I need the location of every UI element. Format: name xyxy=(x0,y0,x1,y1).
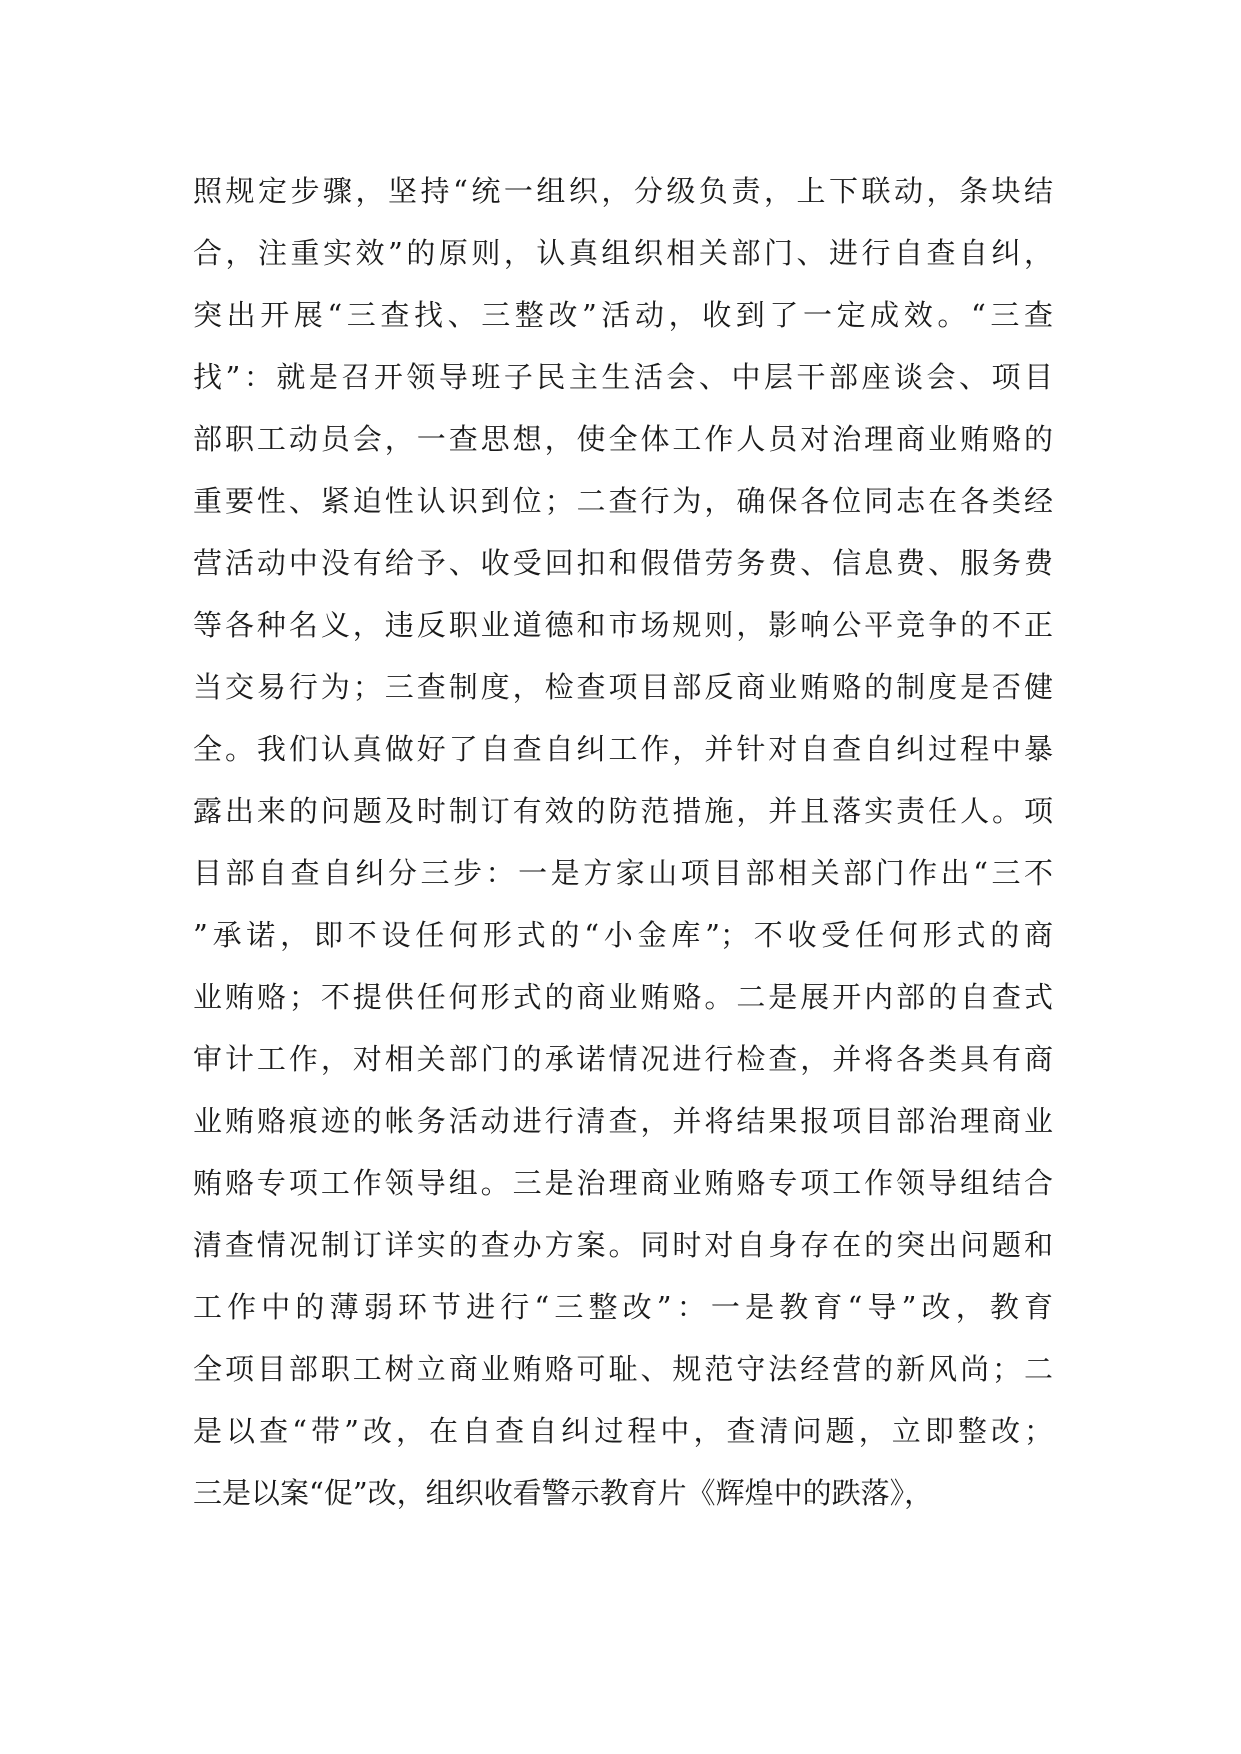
text-line: 业贿赂痕迹的帐务活动进行清查，并将结果报项目部治理商业 xyxy=(193,1104,1053,1138)
text-line: ”承诺，即不设任何形式的“小金库”；不收受任何形式的商 xyxy=(193,918,1053,952)
text-line: 全。我们认真做好了自查自纠工作，并针对自查自纠过程中暴 xyxy=(193,732,1053,766)
text-line: 营活动中没有给予、收受回扣和假借劳务费、信息费、服务费 xyxy=(193,546,1053,580)
text-line: 是以查“带”改，在自查自纠过程中，查清问题，立即整改； xyxy=(193,1414,1053,1448)
text-line: 合，注重实效”的原则，认真组织相关部门、进行自查自纠， xyxy=(193,236,1053,270)
text-line: 贿赂专项工作领导组。三是治理商业贿赂专项工作领导组结合 xyxy=(193,1166,1053,1200)
text-line: 重要性、紧迫性认识到位；二查行为，确保各位同志在各类经 xyxy=(193,484,1053,518)
text-line: 三是以案“促”改，组织收看警示教育片《辉煌中的跌落》， xyxy=(193,1476,934,1510)
text-line: 部职工动员会，一查思想，使全体工作人员对治理商业贿赂的 xyxy=(193,422,1053,456)
text-line: 清查情况制订详实的查办方案。同时对自身存在的突出问题和 xyxy=(193,1228,1053,1262)
text-line: 审计工作，对相关部门的承诺情况进行检查，并将各类具有商 xyxy=(193,1042,1053,1076)
text-line: 当交易行为；三查制度，检查项目部反商业贿赂的制度是否健 xyxy=(193,670,1053,704)
text-line: 目部自查自纠分三步：一是方家山项目部相关部门作出“三不 xyxy=(193,856,1053,890)
text-line: 业贿赂；不提供任何形式的商业贿赂。二是展开内部的自查式 xyxy=(193,980,1053,1014)
text-line: 等各种名义，违反职业道德和市场规则，影响公平竞争的不正 xyxy=(193,608,1053,642)
text-line: 露出来的问题及时制订有效的防范措施，并且落实责任人。项 xyxy=(193,794,1053,828)
text-line: 照规定步骤，坚持“统一组织，分级负责，上下联动，条块结 xyxy=(193,174,1053,208)
text-line: 全项目部职工树立商业贿赂可耻、规范守法经营的新风尚；二 xyxy=(193,1352,1053,1386)
text-line: 突出开展“三查找、三整改”活动，收到了一定成效。“三查 xyxy=(193,298,1053,332)
body-text xyxy=(193,160,1053,1524)
text-line: 找”：就是召开领导班子民主生活会、中层干部座谈会、项目 xyxy=(193,360,1053,394)
text-line: 工作中的薄弱环节进行“三整改”：一是教育“导”改，教育 xyxy=(193,1290,1053,1324)
